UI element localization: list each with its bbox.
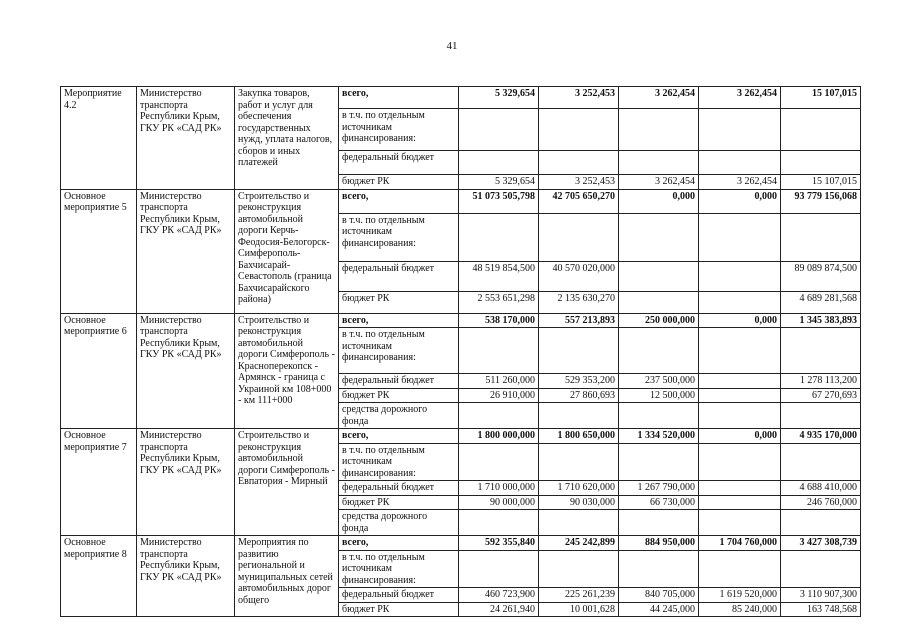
- total-cell: 1 345 383,893: [781, 313, 861, 328]
- total-cell: [781, 443, 861, 481]
- description-cell: Строительство и реконструкция автомобильной дороги Симферополь - Евпатория - Мирный: [235, 429, 339, 536]
- value-cell: [459, 550, 539, 588]
- value-cell: 42 705 650,270: [539, 189, 619, 213]
- value-cell: [619, 550, 699, 588]
- source-label: бюджет РК: [339, 291, 459, 313]
- total-cell: 246 760,000: [781, 495, 861, 510]
- source-label: бюджет РК: [339, 602, 459, 617]
- source-label: федеральный бюджет: [339, 481, 459, 496]
- total-cell: 3 110 907,300: [781, 588, 861, 603]
- activity-cell: Основное мероприятие 5: [61, 189, 137, 313]
- total-cell: 4 935 170,000: [781, 429, 861, 444]
- source-label: федеральный бюджет: [339, 588, 459, 603]
- executor-cell: Министерство транспорта Республики Крым, ГКУ РК «САД РК»: [137, 87, 235, 190]
- value-cell: 10 001,628: [539, 602, 619, 617]
- table-row: [61, 87, 861, 109]
- value-cell: 840 705,000: [619, 588, 699, 603]
- description-cell: Строительство и реконструкция автомобильной дороги Симферополь - Красноперекопск - Армянск - граница с Украиной км 108+000 - км 111+000: [235, 313, 339, 429]
- source-label: федеральный бюджет: [339, 374, 459, 389]
- value-cell: 1 800 000,000: [459, 429, 539, 444]
- value-cell: 245 242,899: [539, 536, 619, 551]
- value-cell: [459, 328, 539, 374]
- value-cell: [619, 510, 699, 536]
- table-row: [61, 429, 861, 444]
- total-cell: 1 278 113,200: [781, 374, 861, 389]
- value-cell: [459, 403, 539, 429]
- page-number: 41: [446, 40, 458, 52]
- value-cell: 460 723,900: [459, 588, 539, 603]
- value-cell: 1 710 000,000: [459, 481, 539, 496]
- table-row: [61, 536, 861, 551]
- total-cell: [781, 109, 861, 151]
- value-cell: [539, 403, 619, 429]
- executor-cell: Министерство транспорта Республики Крым, ГКУ РК «САД РК»: [137, 313, 235, 429]
- value-cell: [699, 495, 781, 510]
- source-label: федеральный бюджет: [339, 261, 459, 291]
- executor-cell: Министерство транспорта Республики Крым, ГКУ РК «САД РК»: [137, 429, 235, 536]
- description-cell: Строительство и реконструкция автомобильной дороги Керчь-Феодосия-Белогорск-Симферополь-Бахчисарай-Севастополь (граница Бахчисарайского района): [235, 189, 339, 313]
- source-label: всего,: [339, 313, 459, 328]
- value-cell: [619, 261, 699, 291]
- value-cell: 3 252,453: [539, 87, 619, 109]
- value-cell: 3 262,454: [699, 87, 781, 109]
- value-cell: 557 213,893: [539, 313, 619, 328]
- value-cell: [699, 403, 781, 429]
- source-label: бюджет РК: [339, 175, 459, 190]
- value-cell: 48 519 854,500: [459, 261, 539, 291]
- value-cell: 1 800 650,000: [539, 429, 619, 444]
- value-cell: 0,000: [699, 429, 781, 444]
- description-cell: Закупка товаров, работ и услуг для обеспечения государственных нужд, уплата налогов, сборов и иных платежей: [235, 87, 339, 190]
- value-cell: [459, 213, 539, 261]
- source-label: всего,: [339, 87, 459, 109]
- value-cell: 529 353,200: [539, 374, 619, 389]
- value-cell: 90 030,000: [539, 495, 619, 510]
- value-cell: [539, 443, 619, 481]
- source-label: федеральный бюджет: [339, 151, 459, 175]
- value-cell: [459, 443, 539, 481]
- value-cell: 1 619 520,000: [699, 588, 781, 603]
- value-cell: 26 910,000: [459, 388, 539, 403]
- value-cell: [699, 374, 781, 389]
- value-cell: [539, 151, 619, 175]
- source-label: в т.ч. по отдельным источникам финансирования:: [339, 109, 459, 151]
- value-cell: [459, 510, 539, 536]
- description-cell: Мероприятия по развитию региональной и муниципальных сетей автомобильных дорог общего: [235, 536, 339, 617]
- value-cell: 1 704 760,000: [699, 536, 781, 551]
- value-cell: 538 170,000: [459, 313, 539, 328]
- value-cell: [699, 213, 781, 261]
- value-cell: 884 950,000: [619, 536, 699, 551]
- total-cell: [781, 151, 861, 175]
- source-label: всего,: [339, 536, 459, 551]
- value-cell: 3 262,454: [619, 175, 699, 190]
- value-cell: 3 262,454: [619, 87, 699, 109]
- value-cell: [699, 328, 781, 374]
- value-cell: 0,000: [699, 313, 781, 328]
- value-cell: 24 261,940: [459, 602, 539, 617]
- value-cell: 0,000: [619, 189, 699, 213]
- executor-cell: Министерство транспорта Республики Крым, ГКУ РК «САД РК»: [137, 536, 235, 617]
- total-cell: [781, 213, 861, 261]
- value-cell: 2 553 651,298: [459, 291, 539, 313]
- value-cell: 85 240,000: [699, 602, 781, 617]
- source-label: бюджет РК: [339, 495, 459, 510]
- source-label: в т.ч. по отдельным источникам финансирования:: [339, 550, 459, 588]
- total-cell: [781, 328, 861, 374]
- source-label: всего,: [339, 429, 459, 444]
- activity-cell: Основное мероприятие 7: [61, 429, 137, 536]
- value-cell: 5 329,654: [459, 87, 539, 109]
- value-cell: [699, 443, 781, 481]
- value-cell: 1 334 520,000: [619, 429, 699, 444]
- value-cell: [539, 510, 619, 536]
- value-cell: [699, 109, 781, 151]
- value-cell: [699, 388, 781, 403]
- value-cell: 511 260,000: [459, 374, 539, 389]
- value-cell: 0,000: [699, 189, 781, 213]
- value-cell: 27 860,693: [539, 388, 619, 403]
- total-cell: [781, 510, 861, 536]
- value-cell: [619, 328, 699, 374]
- total-cell: 67 270,693: [781, 388, 861, 403]
- value-cell: 250 000,000: [619, 313, 699, 328]
- source-label: в т.ч. по отдельным источникам финансирования:: [339, 328, 459, 374]
- value-cell: 3 252,453: [539, 175, 619, 190]
- total-cell: 4 688 410,000: [781, 481, 861, 496]
- total-cell: [781, 403, 861, 429]
- source-label: в т.ч. по отдельным источникам финансирования:: [339, 213, 459, 261]
- total-cell: 89 089 874,500: [781, 261, 861, 291]
- total-cell: 4 689 281,568: [781, 291, 861, 313]
- value-cell: [619, 109, 699, 151]
- value-cell: [699, 291, 781, 313]
- value-cell: [619, 443, 699, 481]
- value-cell: 90 000,000: [459, 495, 539, 510]
- value-cell: 66 730,000: [619, 495, 699, 510]
- source-label: в т.ч. по отдельным источникам финансирования:: [339, 443, 459, 481]
- table-row: [61, 313, 861, 328]
- executor-cell: Министерство транспорта Республики Крым, ГКУ РК «САД РК»: [137, 189, 235, 313]
- total-cell: 15 107,015: [781, 175, 861, 190]
- value-cell: 592 355,840: [459, 536, 539, 551]
- activity-cell: Основное мероприятие 8: [61, 536, 137, 617]
- table-row: [61, 189, 861, 213]
- value-cell: 3 262,454: [699, 175, 781, 190]
- total-cell: 15 107,015: [781, 87, 861, 109]
- value-cell: [539, 550, 619, 588]
- total-cell: 93 779 156,068: [781, 189, 861, 213]
- activity-cell: Мероприятие 4.2: [61, 87, 137, 190]
- value-cell: 44 245,000: [619, 602, 699, 617]
- financing-table: [60, 86, 861, 617]
- value-cell: [619, 403, 699, 429]
- value-cell: [459, 109, 539, 151]
- value-cell: 225 261,239: [539, 588, 619, 603]
- value-cell: [699, 481, 781, 496]
- value-cell: 12 500,000: [619, 388, 699, 403]
- value-cell: [699, 550, 781, 588]
- value-cell: 1 267 790,000: [619, 481, 699, 496]
- value-cell: [539, 109, 619, 151]
- source-label: всего,: [339, 189, 459, 213]
- value-cell: 237 500,000: [619, 374, 699, 389]
- total-cell: [781, 550, 861, 588]
- value-cell: [539, 328, 619, 374]
- source-label: бюджет РК: [339, 388, 459, 403]
- value-cell: 1 710 620,000: [539, 481, 619, 496]
- value-cell: 40 570 020,000: [539, 261, 619, 291]
- value-cell: [699, 510, 781, 536]
- value-cell: [619, 151, 699, 175]
- value-cell: [699, 261, 781, 291]
- value-cell: [539, 213, 619, 261]
- value-cell: [619, 291, 699, 313]
- activity-cell: Основное мероприятие 6: [61, 313, 137, 429]
- value-cell: 51 073 505,798: [459, 189, 539, 213]
- value-cell: 5 329,654: [459, 175, 539, 190]
- value-cell: [699, 151, 781, 175]
- total-cell: 163 748,568: [781, 602, 861, 617]
- value-cell: [459, 151, 539, 175]
- total-cell: 3 427 308,739: [781, 536, 861, 551]
- source-label: средства дорожного фонда: [339, 403, 459, 429]
- source-label: средства дорожного фонда: [339, 510, 459, 536]
- value-cell: [619, 213, 699, 261]
- value-cell: 2 135 630,270: [539, 291, 619, 313]
